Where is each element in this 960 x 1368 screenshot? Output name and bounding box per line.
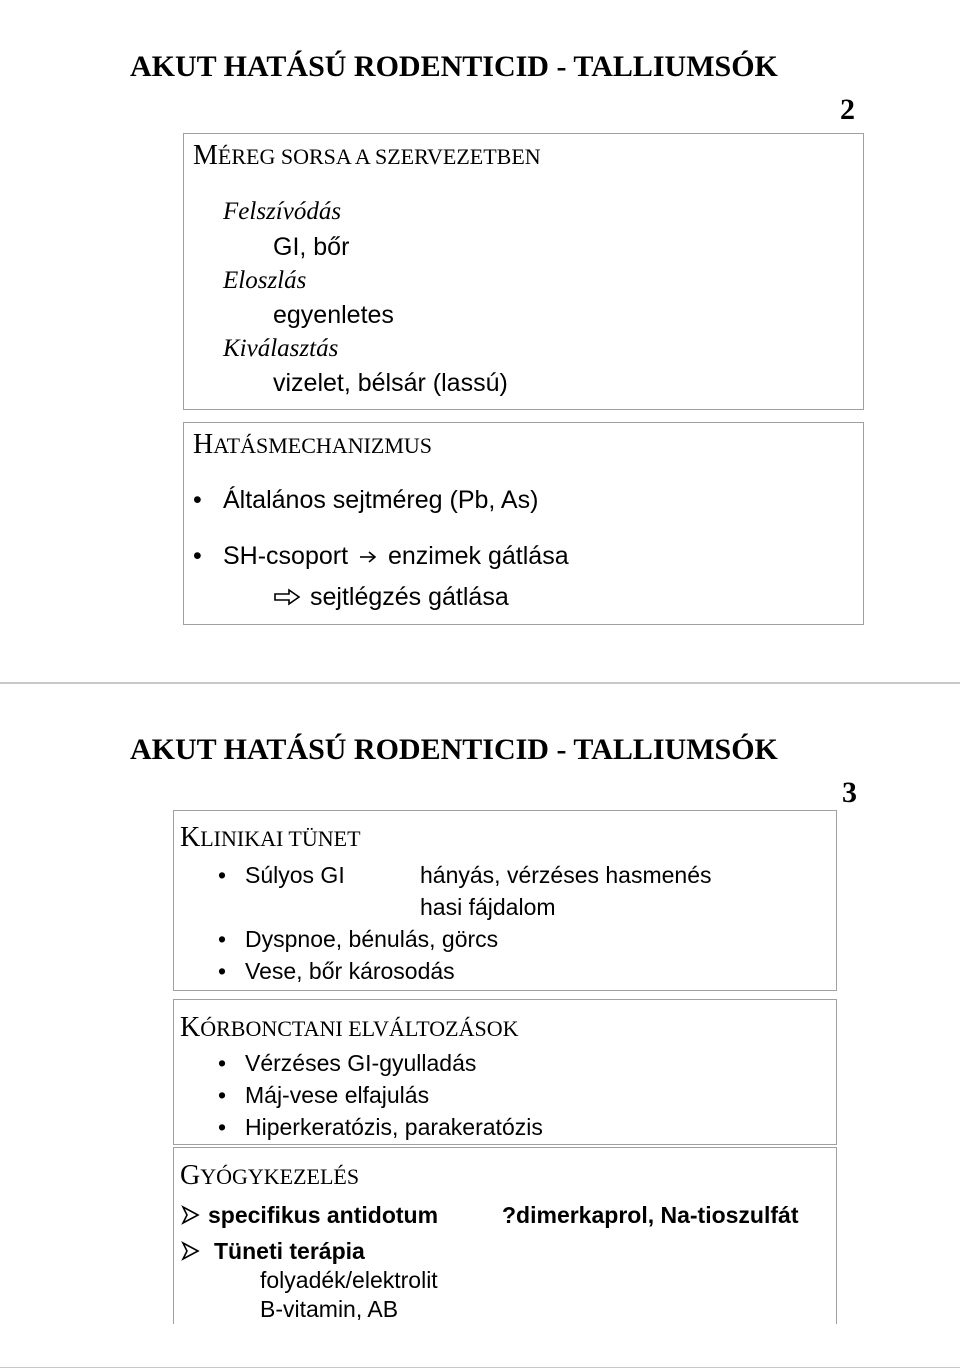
symptom-kidney-skin: Vese, bőr károsodás <box>245 958 455 984</box>
chevron-right-icon <box>180 1241 200 1266</box>
slide-3-heading-pathology: KÓRBONCTANI ELVÁLTOZÁSOK <box>180 1012 519 1043</box>
bullet-dot: • <box>218 958 227 984</box>
treatment-fluid: folyadék/elektrolit <box>260 1267 438 1293</box>
hollow-arrow-icon <box>273 588 301 611</box>
slide-3-heading-treatment: GYÓGYKEZELÉS <box>180 1160 360 1191</box>
chevron-right-icon <box>180 1205 200 1230</box>
bullet-dot: • <box>218 862 227 888</box>
symptom-severe-gi-value: hányás, vérzéses hasmenés <box>420 862 712 888</box>
arrow-right-icon <box>359 550 377 564</box>
slide-2-heading-mechanism: HATÁSMECHANIZMUS <box>193 429 433 460</box>
symptom-dyspnoe: Dyspnoe, bénulás, görcs <box>245 926 499 952</box>
term-eloszlas: Eloszlás <box>223 267 307 294</box>
sub-cell-respiration: sejtlégzés gátlása <box>310 583 509 611</box>
slide-3-heading-clinical: KLINIKAI TÜNET <box>180 822 361 853</box>
pathology-item: Vérzéses GI-gyulladás <box>245 1050 477 1076</box>
treatment-antidote-value: ?dimerkaprol, Na-tioszulfát <box>502 1202 799 1228</box>
slide-2-heading-fate: MÉREG SORSA A SZERVEZETBEN <box>193 140 541 171</box>
term-kivalasztas: Kiválasztás <box>223 335 339 362</box>
term-felszivodas: Felszívódás <box>223 198 342 225</box>
treatment-vitamin: B-vitamin, AB <box>260 1296 399 1322</box>
bullet-dot: • <box>193 542 202 570</box>
slide-2-page-number: 2 <box>840 93 855 126</box>
symptom-severe-gi-value2: hasi fájdalom <box>420 894 556 920</box>
slide-3-title: AKUT HATÁSÚ RODENTICID - TALLIUMSÓK <box>130 733 778 766</box>
bullet-dot: • <box>218 926 227 952</box>
bullet-dot: • <box>218 1050 227 1076</box>
value-eloszlas: egyenletes <box>273 301 394 329</box>
value-felszivodas: GI, bőr <box>273 233 350 261</box>
value-kivalasztas: vizelet, bélsár (lassú) <box>273 369 508 397</box>
bullet-sh-group: SH-csoport enzimek gátlása <box>223 542 569 570</box>
bullet-dot: • <box>193 486 202 514</box>
slide-3-page-number: 3 <box>842 776 857 809</box>
bullet-general-toxin: Általános sejtméreg (Pb, As) <box>223 486 539 514</box>
pathology-item: Hiperkeratózis, parakeratózis <box>245 1114 543 1140</box>
bullet-dot: • <box>218 1082 227 1108</box>
treatment-symptomatic: Tüneti terápia <box>214 1238 365 1264</box>
bullet-dot: • <box>218 1114 227 1140</box>
treatment-specific-antidote: specifikus antidotum <box>208 1202 439 1228</box>
slide-2-title: AKUT HATÁSÚ RODENTICID - TALLIUMSÓK <box>130 50 778 83</box>
symptom-severe-gi-label: Súlyos GI <box>245 862 345 888</box>
pathology-item: Máj-vese elfajulás <box>245 1082 430 1108</box>
